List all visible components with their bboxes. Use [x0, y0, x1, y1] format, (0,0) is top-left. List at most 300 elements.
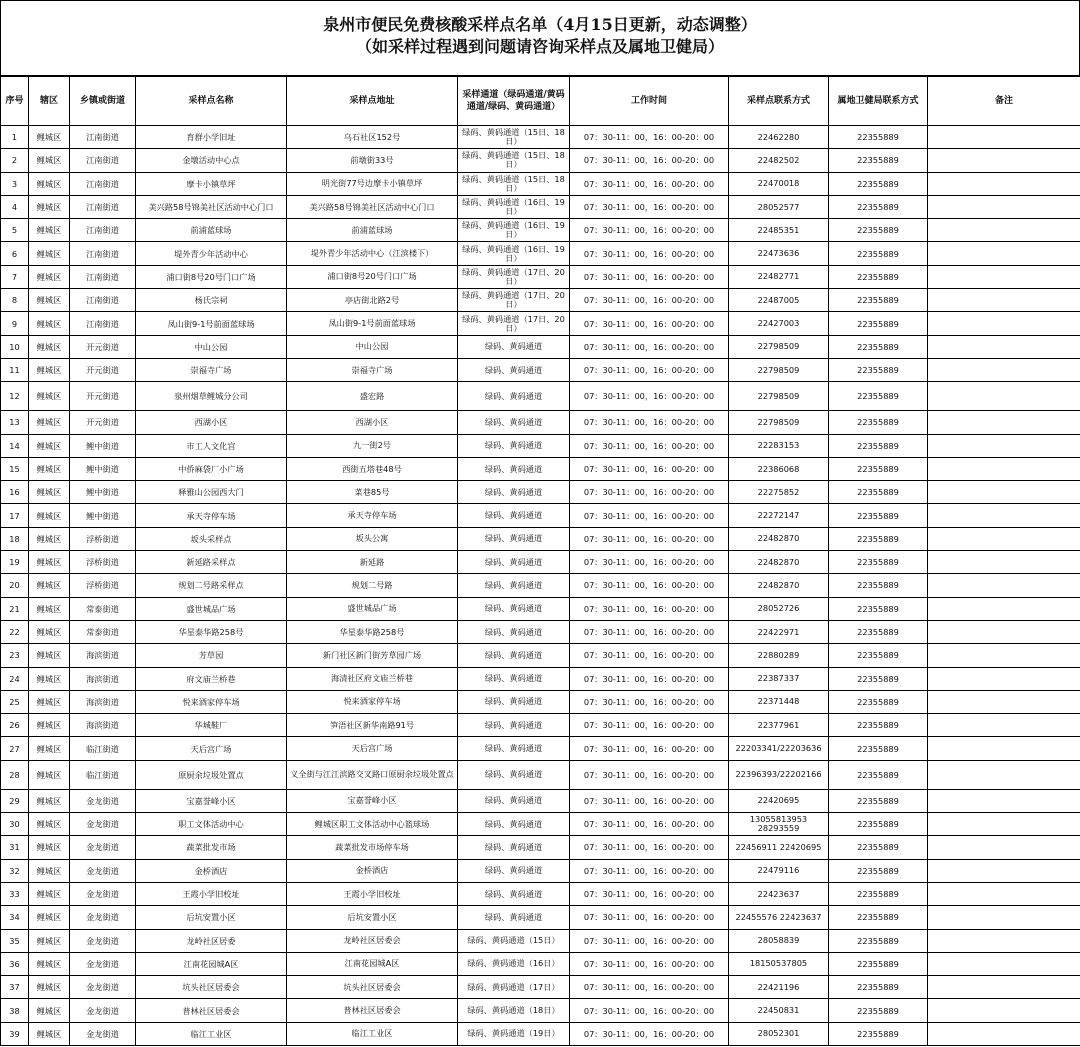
cell-street: 金龙街道	[70, 813, 136, 836]
cell-site-name: 金墩活动中心点	[136, 149, 287, 172]
cell-district: 鲤城区	[29, 527, 70, 550]
cell-site-name: 前浦蓝球场	[136, 219, 287, 242]
table-row	[1, 574, 1080, 597]
cell-site-contact: 22455576 22423637	[729, 906, 829, 929]
cell-channel: 绿码、黄码通道	[458, 813, 570, 836]
cell-site-name: 宝嘉誉峰小区	[136, 789, 287, 812]
cell-street: 常泰街道	[70, 620, 136, 643]
cell-channel: 绿码、黄码通道（16日、19日）	[458, 219, 570, 242]
cell-hours: 07：30-11：00，16：00-20：00	[570, 551, 729, 574]
cell-site-address: 江南花园城A区	[287, 952, 458, 975]
cell-site-contact: 22482870	[729, 527, 829, 550]
cell-site-name: 坂头采样点	[136, 527, 287, 550]
cell-district: 鲤城区	[29, 789, 70, 812]
cell-channel: 绿码、黄码通道	[458, 760, 570, 789]
cell-site-name: 天后宫广场	[136, 737, 287, 760]
cell-site-contact: 22798509	[729, 335, 829, 358]
cell-channel: 绿码、黄码通道（16日、19日）	[458, 242, 570, 265]
cell-site-name: 规划二号路采样点	[136, 574, 287, 597]
cell-street: 海滨街道	[70, 690, 136, 713]
cell-bureau-contact: 22355889	[829, 411, 928, 434]
cell-bureau-contact: 22355889	[829, 149, 928, 172]
cell-site-contact: 22450831	[729, 999, 829, 1022]
table-row	[1, 335, 1080, 358]
cell-bureau-contact: 22355889	[829, 551, 928, 574]
cell-no: 16	[1, 481, 29, 504]
cell-street: 鲤中街道	[70, 481, 136, 504]
cell-hours: 07：30-11：00，16：00-20：00	[570, 527, 729, 550]
cell-channel: 绿码、黄码通道	[458, 335, 570, 358]
cell-district: 鲤城区	[29, 644, 70, 667]
table-row	[1, 1022, 1080, 1045]
cell-bureau-contact: 22355889	[829, 242, 928, 265]
cell-remark	[928, 574, 1080, 597]
cell-site-name: 泉州烟草鲤城分公司	[136, 382, 287, 411]
cell-street: 鲤中街道	[70, 434, 136, 457]
cell-remark	[928, 527, 1080, 550]
cell-district: 鲤城区	[29, 882, 70, 905]
cell-street: 开元街道	[70, 358, 136, 381]
cell-site-contact: 13055813953 28293559	[729, 813, 829, 836]
cell-bureau-contact: 22355889	[829, 667, 928, 690]
cell-district: 鲤城区	[29, 126, 70, 149]
cell-street: 江南街道	[70, 219, 136, 242]
cell-hours: 07：30-11：00，16：00-20：00	[570, 289, 729, 312]
cell-site-name: 堤外青少年活动中心	[136, 242, 287, 265]
cell-street: 金龙街道	[70, 906, 136, 929]
cell-remark	[928, 836, 1080, 859]
cell-site-address: 凤山街9-1号前面蓝球场	[287, 312, 458, 335]
cell-site-address: 天后宫广场	[287, 737, 458, 760]
cell-site-name: 普林社区居委会	[136, 999, 287, 1022]
cell-street: 江南街道	[70, 126, 136, 149]
cell-remark	[928, 882, 1080, 905]
cell-bureau-contact: 22355889	[829, 219, 928, 242]
cell-district: 鲤城区	[29, 551, 70, 574]
cell-no: 23	[1, 644, 29, 667]
header-site-contact: 采样点联系方式	[729, 77, 829, 126]
cell-no: 29	[1, 789, 29, 812]
cell-channel: 绿码、黄码通道	[458, 789, 570, 812]
cell-site-contact: 22798509	[729, 382, 829, 411]
cell-district: 鲤城区	[29, 999, 70, 1022]
cell-channel: 绿码、黄码通道	[458, 620, 570, 643]
cell-site-contact: 22482502	[729, 149, 829, 172]
cell-hours: 07：30-11：00，16：00-20：00	[570, 690, 729, 713]
cell-district: 鲤城区	[29, 149, 70, 172]
cell-district: 鲤城区	[29, 1022, 70, 1045]
cell-site-name: 华城鞋厂	[136, 714, 287, 737]
cell-site-name: 临江工业区	[136, 1022, 287, 1045]
cell-remark	[928, 551, 1080, 574]
cell-no: 8	[1, 289, 29, 312]
cell-no: 20	[1, 574, 29, 597]
header-remark: 备注	[928, 77, 1080, 126]
cell-bureau-contact: 22355889	[829, 312, 928, 335]
cell-site-name: 蔬菜批发市场	[136, 836, 287, 859]
cell-street: 江南街道	[70, 312, 136, 335]
cell-site-contact: 22387337	[729, 667, 829, 690]
cell-site-name: 美兴路58号锦美社区活动中心门口	[136, 195, 287, 218]
cell-site-address: 普林社区居委会	[287, 999, 458, 1022]
cell-street: 浮桥街道	[70, 574, 136, 597]
cell-remark	[928, 906, 1080, 929]
cell-district: 鲤城区	[29, 690, 70, 713]
cell-district: 鲤城区	[29, 265, 70, 288]
cell-site-name: 坑头社区居委会	[136, 976, 287, 999]
cell-site-contact: 22470018	[729, 172, 829, 195]
cell-street: 金龙街道	[70, 859, 136, 882]
cell-site-name: 凤山街9-1号前面蓝球场	[136, 312, 287, 335]
cell-district: 鲤城区	[29, 289, 70, 312]
cell-no: 26	[1, 714, 29, 737]
cell-channel: 绿码、黄码通道（15日）	[458, 929, 570, 952]
cell-bureau-contact: 22355889	[829, 813, 928, 836]
cell-district: 鲤城区	[29, 667, 70, 690]
cell-site-address: 规划二号路	[287, 574, 458, 597]
table-row	[1, 172, 1080, 195]
cell-district: 鲤城区	[29, 976, 70, 999]
cell-channel: 绿码、黄码通道	[458, 906, 570, 929]
table-row	[1, 289, 1080, 312]
cell-site-contact: 22482870	[729, 574, 829, 597]
cell-site-name: 中侨麻袋厂小广场	[136, 457, 287, 480]
cell-site-name: 原厨余垃圾处置点	[136, 760, 287, 789]
cell-site-address: 后坑安置小区	[287, 906, 458, 929]
cell-street: 鲤中街道	[70, 457, 136, 480]
cell-no: 15	[1, 457, 29, 480]
header-no: 序号	[1, 77, 29, 126]
cell-channel: 绿码、黄码通道	[458, 551, 570, 574]
cell-site-contact: 22421196	[729, 976, 829, 999]
cell-remark	[928, 952, 1080, 975]
cell-hours: 07：30-11：00，16：00-20：00	[570, 265, 729, 288]
cell-no: 31	[1, 836, 29, 859]
cell-street: 金龙街道	[70, 952, 136, 975]
cell-bureau-contact: 22355889	[829, 952, 928, 975]
cell-hours: 07：30-11：00，16：00-20：00	[570, 335, 729, 358]
cell-remark	[928, 813, 1080, 836]
cell-hours: 07：30-11：00，16：00-20：00	[570, 644, 729, 667]
cell-site-name: 承天寺停车场	[136, 504, 287, 527]
table-row	[1, 714, 1080, 737]
cell-site-name: 杨氏宗祠	[136, 289, 287, 312]
cell-street: 海滨街道	[70, 714, 136, 737]
cell-channel: 绿码、黄码通道（16日、19日）	[458, 195, 570, 218]
cell-bureau-contact: 22355889	[829, 929, 928, 952]
cell-bureau-contact: 22355889	[829, 976, 928, 999]
cell-hours: 07：30-11：00，16：00-20：00	[570, 789, 729, 812]
table-row	[1, 457, 1080, 480]
cell-no: 18	[1, 527, 29, 550]
cell-site-name: 金桥酒店	[136, 859, 287, 882]
cell-street: 鲤中街道	[70, 504, 136, 527]
cell-channel: 绿码、黄码通道	[458, 859, 570, 882]
cell-bureau-contact: 22355889	[829, 172, 928, 195]
cell-site-name: 中山公园	[136, 335, 287, 358]
cell-bureau-contact: 22355889	[829, 335, 928, 358]
cell-no: 27	[1, 737, 29, 760]
cell-site-name: 市工人文化宫	[136, 434, 287, 457]
cell-remark	[928, 335, 1080, 358]
cell-channel: 绿码、黄码通道	[458, 382, 570, 411]
cell-district: 鲤城区	[29, 411, 70, 434]
cell-channel: 绿码、黄码通道	[458, 836, 570, 859]
cell-site-address: 盛世城品广场	[287, 597, 458, 620]
cell-district: 鲤城区	[29, 737, 70, 760]
cell-no: 7	[1, 265, 29, 288]
cell-site-address: 临江工业区	[287, 1022, 458, 1045]
cell-bureau-contact: 22355889	[829, 434, 928, 457]
cell-no: 1	[1, 126, 29, 149]
cell-hours: 07：30-11：00，16：00-20：00	[570, 411, 729, 434]
cell-district: 鲤城区	[29, 859, 70, 882]
cell-site-address: 华星泰华路258号	[287, 620, 458, 643]
cell-no: 33	[1, 882, 29, 905]
cell-remark	[928, 789, 1080, 812]
cell-site-address: 前墩街33号	[287, 149, 458, 172]
cell-site-address: 堤外青少年活动中心（江滨楼下）	[287, 242, 458, 265]
cell-channel: 绿码、黄码通道（15日、18日）	[458, 126, 570, 149]
cell-district: 鲤城区	[29, 172, 70, 195]
cell-channel: 绿码、黄码通道	[458, 737, 570, 760]
cell-district: 鲤城区	[29, 335, 70, 358]
cell-channel: 绿码、黄码通道	[458, 527, 570, 550]
cell-district: 鲤城区	[29, 219, 70, 242]
cell-site-contact: 22423637	[729, 882, 829, 905]
cell-no: 30	[1, 813, 29, 836]
cell-channel: 绿码、黄码通道（15日、18日）	[458, 149, 570, 172]
cell-site-address: 承天寺停车场	[287, 504, 458, 527]
cell-no: 36	[1, 952, 29, 975]
cell-channel: 绿码、黄码通道	[458, 667, 570, 690]
cell-channel: 绿码、黄码通道	[458, 882, 570, 905]
cell-site-address: 乌石社区152号	[287, 126, 458, 149]
cell-remark	[928, 929, 1080, 952]
sampling-sites-table	[0, 76, 1080, 1046]
cell-street: 江南街道	[70, 289, 136, 312]
cell-hours: 07：30-11：00，16：00-20：00	[570, 126, 729, 149]
cell-site-contact: 22396393/22202166	[729, 760, 829, 789]
table-row	[1, 411, 1080, 434]
cell-no: 9	[1, 312, 29, 335]
cell-street: 江南街道	[70, 265, 136, 288]
table-row	[1, 667, 1080, 690]
cell-channel: 绿码、黄码通道（19日）	[458, 1022, 570, 1045]
cell-channel: 绿码、黄码通道	[458, 504, 570, 527]
table-row	[1, 882, 1080, 905]
cell-site-contact: 22456911 22420695	[729, 836, 829, 859]
cell-remark	[928, 219, 1080, 242]
cell-bureau-contact: 22355889	[829, 358, 928, 381]
cell-hours: 07：30-11：00，16：00-20：00	[570, 929, 729, 952]
cell-hours: 07：30-11：00，16：00-20：00	[570, 906, 729, 929]
cell-site-address: 坂头公寓	[287, 527, 458, 550]
cell-no: 3	[1, 172, 29, 195]
cell-district: 鲤城区	[29, 620, 70, 643]
cell-channel: 绿码、黄码通道	[458, 644, 570, 667]
cell-remark	[928, 242, 1080, 265]
cell-site-name: 职工文体活动中心	[136, 813, 287, 836]
cell-bureau-contact: 22355889	[829, 195, 928, 218]
cell-hours: 07：30-11：00，16：00-20：00	[570, 952, 729, 975]
cell-remark	[928, 411, 1080, 434]
cell-hours: 07：30-11：00，16：00-20：00	[570, 358, 729, 381]
cell-site-address: 前浦蓝球场	[287, 219, 458, 242]
table-row	[1, 690, 1080, 713]
cell-bureau-contact: 22355889	[829, 527, 928, 550]
header-bureau-contact: 属地卫健局联系方式	[829, 77, 928, 126]
table-row	[1, 219, 1080, 242]
cell-no: 4	[1, 195, 29, 218]
cell-bureau-contact: 22355889	[829, 457, 928, 480]
cell-no: 25	[1, 690, 29, 713]
table-row	[1, 382, 1080, 411]
table-row	[1, 551, 1080, 574]
cell-bureau-contact: 22355889	[829, 836, 928, 859]
cell-site-address: 鲤城区职工文体活动中心篮球场	[287, 813, 458, 836]
table-row	[1, 126, 1080, 149]
table-row	[1, 737, 1080, 760]
cell-bureau-contact: 22355889	[829, 906, 928, 929]
cell-site-contact: 22371448	[729, 690, 829, 713]
cell-channel: 绿码、黄码通道	[458, 358, 570, 381]
cell-remark	[928, 382, 1080, 411]
cell-site-address: 新门社区新门街芳草园广场	[287, 644, 458, 667]
cell-district: 鲤城区	[29, 481, 70, 504]
cell-site-name: 摩卡小镇草坪	[136, 172, 287, 195]
table-body	[1, 126, 1080, 1046]
cell-hours: 07：30-11：00，16：00-20：00	[570, 1022, 729, 1045]
cell-street: 常泰街道	[70, 597, 136, 620]
cell-site-address: 亭店街北路2号	[287, 289, 458, 312]
cell-no: 13	[1, 411, 29, 434]
header-channel: 采样通道（绿码通道/黄码通道/绿码、黄码通道）	[458, 77, 570, 126]
cell-no: 14	[1, 434, 29, 457]
cell-no: 17	[1, 504, 29, 527]
document-subtitle: （如采样过程遇到问题请咨询采样点及属地卫健局）	[355, 37, 724, 56]
cell-district: 鲤城区	[29, 312, 70, 335]
cell-site-address: 西街五塔巷48号	[287, 457, 458, 480]
cell-site-address: 笋浯社区新华南路91号	[287, 714, 458, 737]
cell-site-name: 育群小学旧址	[136, 126, 287, 149]
cell-street: 江南街道	[70, 195, 136, 218]
cell-street: 江南街道	[70, 149, 136, 172]
cell-street: 金龙街道	[70, 882, 136, 905]
cell-hours: 07：30-11：00，16：00-20：00	[570, 999, 729, 1022]
cell-hours: 07：30-11：00，16：00-20：00	[570, 312, 729, 335]
cell-hours: 07：30-11：00，16：00-20：00	[570, 737, 729, 760]
cell-street: 开元街道	[70, 411, 136, 434]
cell-street: 金龙街道	[70, 836, 136, 859]
cell-site-address: 明光街77号边摩卡小镇草坪	[287, 172, 458, 195]
cell-site-name: 新延路采样点	[136, 551, 287, 574]
cell-hours: 07：30-11：00，16：00-20：00	[570, 760, 729, 789]
cell-bureau-contact: 22355889	[829, 481, 928, 504]
cell-site-name: 盛世城品广场	[136, 597, 287, 620]
cell-remark	[928, 597, 1080, 620]
cell-site-contact: 22386068	[729, 457, 829, 480]
cell-site-contact: 22275852	[729, 481, 829, 504]
cell-site-contact: 22203341/22203636	[729, 737, 829, 760]
cell-site-address: 新延路	[287, 551, 458, 574]
cell-street: 临江街道	[70, 760, 136, 789]
cell-remark	[928, 999, 1080, 1022]
table-row	[1, 789, 1080, 812]
cell-bureau-contact: 22355889	[829, 760, 928, 789]
cell-no: 34	[1, 906, 29, 929]
cell-bureau-contact: 22355889	[829, 882, 928, 905]
cell-site-address: 王霞小学旧校址	[287, 882, 458, 905]
table-row	[1, 434, 1080, 457]
cell-site-contact: 22462280	[729, 126, 829, 149]
cell-no: 2	[1, 149, 29, 172]
cell-bureau-contact: 22355889	[829, 690, 928, 713]
cell-remark	[928, 195, 1080, 218]
cell-site-contact: 22422971	[729, 620, 829, 643]
cell-hours: 07：30-11：00，16：00-20：00	[570, 457, 729, 480]
table-row	[1, 999, 1080, 1022]
cell-channel: 绿码、黄码通道	[458, 574, 570, 597]
cell-bureau-contact: 22355889	[829, 714, 928, 737]
cell-site-name: 芳草园	[136, 644, 287, 667]
cell-district: 鲤城区	[29, 242, 70, 265]
table-row	[1, 312, 1080, 335]
table-row	[1, 527, 1080, 550]
cell-district: 鲤城区	[29, 434, 70, 457]
cell-street: 金龙街道	[70, 789, 136, 812]
cell-street: 海滨街道	[70, 667, 136, 690]
cell-hours: 07：30-11：00，16：00-20：00	[570, 597, 729, 620]
cell-district: 鲤城区	[29, 929, 70, 952]
cell-remark	[928, 760, 1080, 789]
table-row	[1, 265, 1080, 288]
cell-site-name: 悦来酒家停车场	[136, 690, 287, 713]
header-district: 辖区	[29, 77, 70, 126]
cell-site-contact: 22485351	[729, 219, 829, 242]
cell-district: 鲤城区	[29, 760, 70, 789]
cell-site-contact: 28052301	[729, 1022, 829, 1045]
cell-hours: 07：30-11：00，16：00-20：00	[570, 434, 729, 457]
cell-bureau-contact: 22355889	[829, 504, 928, 527]
cell-bureau-contact: 22355889	[829, 999, 928, 1022]
cell-street: 江南街道	[70, 172, 136, 195]
cell-channel: 绿码、黄码通道	[458, 597, 570, 620]
table-row	[1, 481, 1080, 504]
cell-street: 金龙街道	[70, 929, 136, 952]
cell-hours: 07：30-11：00，16：00-20：00	[570, 813, 729, 836]
cell-bureau-contact: 22355889	[829, 620, 928, 643]
cell-district: 鲤城区	[29, 952, 70, 975]
cell-channel: 绿码、黄码通道	[458, 690, 570, 713]
cell-channel: 绿码、黄码通道（16日）	[458, 952, 570, 975]
cell-remark	[928, 265, 1080, 288]
cell-district: 鲤城区	[29, 813, 70, 836]
header-street: 乡镇或街道	[70, 77, 136, 126]
cell-site-contact: 22798509	[729, 358, 829, 381]
cell-site-name: 西湖小区	[136, 411, 287, 434]
table-row	[1, 597, 1080, 620]
cell-bureau-contact: 22355889	[829, 644, 928, 667]
cell-site-contact: 22487005	[729, 289, 829, 312]
cell-site-contact: 22272147	[729, 504, 829, 527]
cell-remark	[928, 690, 1080, 713]
cell-site-address: 龙岭社区居委会	[287, 929, 458, 952]
cell-street: 金龙街道	[70, 976, 136, 999]
cell-street: 开元街道	[70, 382, 136, 411]
cell-site-contact: 22798509	[729, 411, 829, 434]
cell-no: 24	[1, 667, 29, 690]
